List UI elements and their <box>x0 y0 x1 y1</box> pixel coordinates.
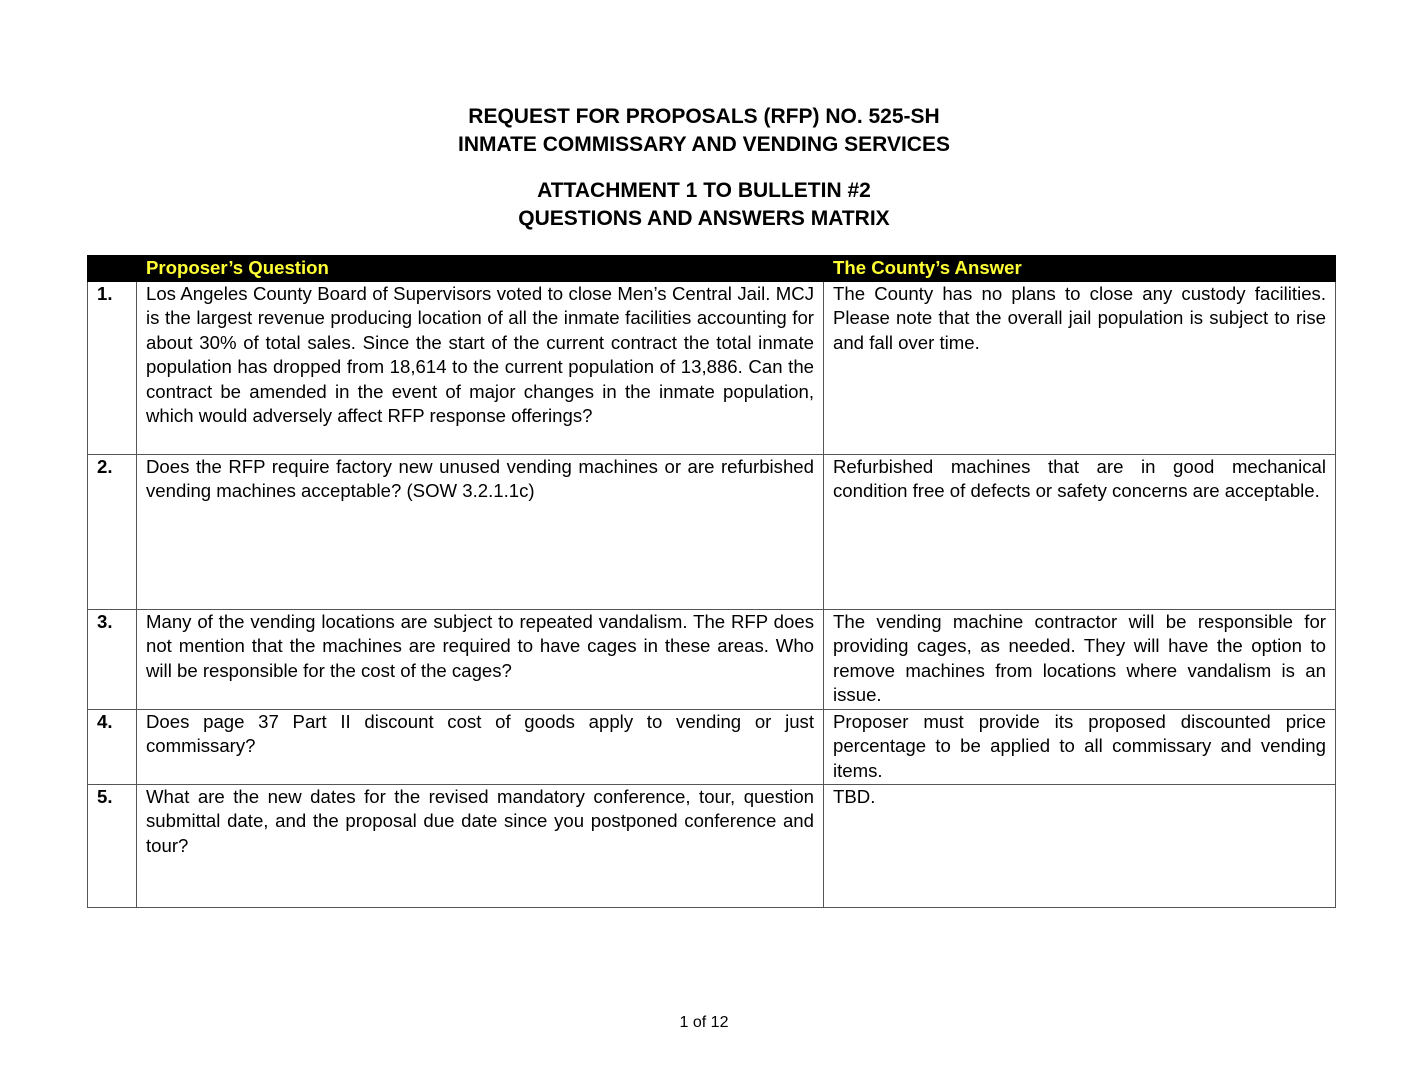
row-number: 2. <box>88 454 137 609</box>
table-row <box>88 281 1336 454</box>
table-row <box>88 454 1336 609</box>
answer-cell: Proposer must provide its proposed discounted price percentage to be applied to all commissary and vending items. <box>824 709 1336 784</box>
table-row <box>88 784 1336 907</box>
page-indicator: 1 of 12 <box>679 1014 729 1031</box>
answer-cell: Refurbished machines that are in good mechanical condition free of defects or safety concerns are acceptable. <box>824 454 1336 609</box>
question-cell: Does page 37 Part II discount cost of goods apply to vending or just commissary? <box>137 709 824 784</box>
row-number: 3. <box>88 609 137 709</box>
row-number: 5. <box>88 784 137 907</box>
subtitle-line-1: ATTACHMENT 1 TO BULLETIN #2 <box>537 179 871 202</box>
row-number: 4. <box>88 709 137 784</box>
answer-cell: The County has no plans to close any custody facilities. Please note that the overall jail population is subject to rise and fall over time. <box>824 281 1336 454</box>
subtitle-line-2: QUESTIONS AND ANSWERS MATRIX <box>518 207 890 230</box>
question-cell: Does the RFP require factory new unused vending machines or are refurbished vending machines acceptable? (SOW 3.2.1.1c) <box>137 454 824 609</box>
title-line-1: REQUEST FOR PROPOSALS (RFP) NO. 525-SH <box>468 105 940 128</box>
answer-cell: TBD. <box>824 784 1336 907</box>
question-cell: Los Angeles County Board of Supervisors voted to close Men’s Central Jail. MCJ is the largest revenue producing location of all the inmate facilities accounting for about 30% of total sales. Since the start of the current contract the total inmate population has dropped from 18,614 to the current population of 13,886. Can the contract be amended in the event of major changes in the inmate population, which would adversely affect RFP response offerings? <box>137 281 824 454</box>
questions-answers-table <box>87 255 1336 908</box>
column-header-number <box>88 256 137 282</box>
question-cell: Many of the vending locations are subject to repeated vandalism. The RFP does not mention that the machines are required to have cages in these areas. Who will be responsible for the cost of the cages? <box>137 609 824 709</box>
document-title-block <box>0 103 1408 233</box>
answer-cell: The vending machine contractor will be responsible for providing cages, as needed. They will have the option to remove machines from locations where vandalism is an issue. <box>824 609 1336 709</box>
table-header-row <box>88 256 1336 282</box>
column-header-question: Proposer’s Question <box>137 256 824 282</box>
table-row <box>88 609 1336 709</box>
row-number: 1. <box>88 281 137 454</box>
column-header-answer: The County’s Answer <box>824 256 1336 282</box>
table-row <box>88 709 1336 784</box>
title-line-2: INMATE COMMISSARY AND VENDING SERVICES <box>457 133 950 156</box>
question-cell: What are the new dates for the revised mandatory conference, tour, question submittal date, and the proposal due date since you postponed conference and tour? <box>137 784 824 907</box>
